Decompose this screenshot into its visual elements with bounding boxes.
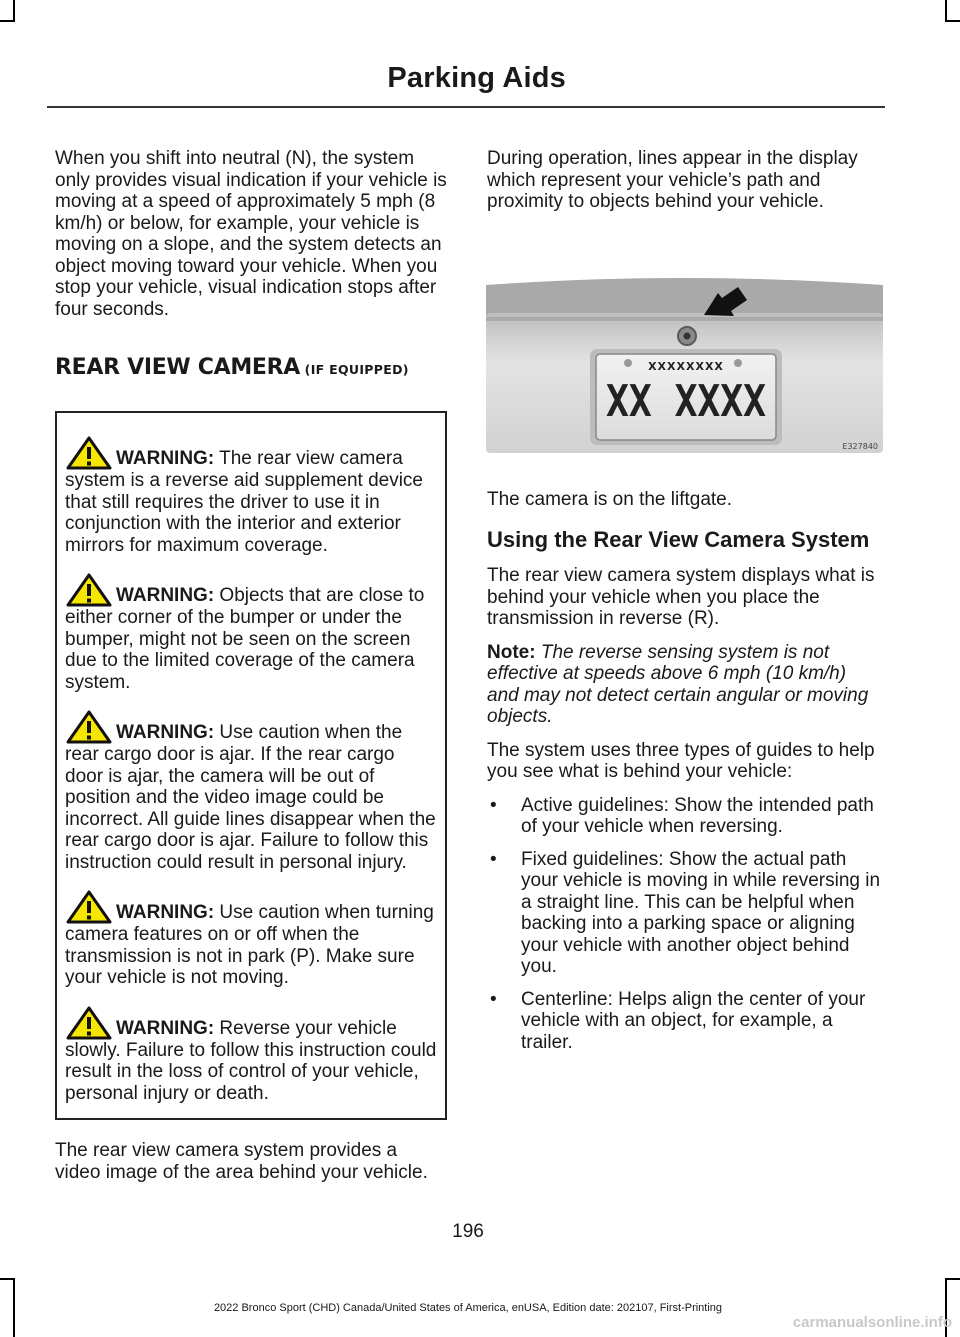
liftgate-camera-figure — [486, 263, 883, 456]
warning-text: Reverse your vehicle slowly. Failure to follow this instruction could result in the loss of control of your vehicle, personal injury or death. — [65, 1017, 437, 1104]
warning-text: The rear view camera system is a reverse aid supplement device that still requires the driver to use it in conjunction with the interior and exterior mirrors for maximum coverage. — [65, 448, 423, 556]
note-label: Note: — [487, 641, 536, 663]
right-column — [487, 148, 882, 1053]
camera-description-paragraph: The rear view camera system provides a video image of the area behind your vehicle. — [55, 1140, 428, 1183]
warning-label: WARNING: — [116, 448, 215, 469]
crop-mark-top-left-h — [0, 20, 15, 22]
list-item-text: Fixed guidelines: Show the actual path your vehicle is moving in while reversing in a straight line. This can be helpful when backing into a parking space or aligning your vehicle with another object behind you. — [521, 848, 881, 977]
warning-text: Use caution when turning camera features on or off when the transmission is not in park (P). Make sure your vehicle is not moving. — [65, 902, 434, 988]
warning-box — [55, 411, 447, 1120]
bullet: • — [490, 794, 497, 816]
warning-label: WARNING: — [116, 585, 215, 606]
list-item — [487, 849, 882, 978]
header-divider — [47, 106, 885, 108]
list-item-text: Centerline: Helps align the center of your vehicle with an object, for example, a trailer. — [521, 988, 866, 1053]
camera-location-caption: The camera is on the liftgate. — [487, 488, 733, 510]
watermark: carmanualsonline.info — [792, 1314, 952, 1331]
list-item-text: Active guidelines: Show the intended path of your vehicle when reversing. — [521, 794, 874, 837]
warning-triangle-icon — [66, 890, 112, 924]
warning-label: WARNING: — [116, 1017, 215, 1039]
warning-item — [65, 710, 437, 873]
warning-text: Objects that are close to either corner of the bumper or under the bumper, might not be seen on the screen due to the limited coverage of the camera system. — [65, 585, 425, 693]
warning-triangle-icon — [66, 710, 112, 744]
crop-mark-top-left-v — [13, 0, 15, 22]
figure-code: E327840 — [842, 441, 878, 451]
guide-lines-paragraph: During operation, lines appear in the display which represent your vehicle’s path and proximity to objects behind your vehicle. — [487, 148, 858, 212]
liftgate-camera-illustration — [486, 263, 883, 456]
warning-label: WARNING: — [116, 722, 215, 743]
crop-mark-bottom-left-h — [0, 1278, 15, 1280]
warning-triangle-icon — [66, 573, 112, 607]
guides-intro-paragraph: The system uses three types of guides to help you see what is behind your vehicle: — [487, 739, 875, 782]
note-paragraph — [487, 642, 882, 728]
crop-mark-top-right-h — [945, 20, 960, 22]
section-heading-suffix: (IF EQUIPPED) — [300, 362, 409, 377]
rear-view-camera-heading — [55, 355, 447, 383]
crop-mark-bottom-right-h — [945, 1278, 960, 1280]
left-column — [55, 148, 447, 1183]
neutral-indication-paragraph: When you shift into neutral (N), the system only provides visual indication if your vehicle is moving at a speed of approximately 5 mph (8 km/h) or below, for example, your vehicle is moving on a slope, and the system detects an object moving toward your vehicle. When you stop your vehicle, visual indication stops after four seconds. — [55, 148, 447, 320]
edition-footer: 2022 Bronco Sport (CHD) Canada/United States of America, enUSA, Edition date: 202107, First-Printing — [213, 1302, 723, 1314]
plate-main-text: XX XXXX — [606, 375, 766, 427]
usage-paragraph: The rear view camera system displays what is behind your vehicle when you place the transmission in reverse (R). — [487, 565, 875, 629]
crop-mark-top-right-v — [945, 0, 947, 22]
section-heading-main: REAR VIEW CAMERA — [55, 355, 301, 380]
bullet: • — [490, 988, 497, 1010]
warning-item — [65, 890, 437, 989]
warning-label: WARNING: — [116, 902, 215, 923]
warning-item — [65, 436, 437, 556]
list-item — [487, 795, 882, 838]
bullet: • — [490, 848, 497, 870]
using-camera-subheading: Using the Rear View Camera System — [487, 527, 870, 552]
list-item — [487, 989, 882, 1054]
page-number: 196 — [452, 1221, 484, 1242]
warning-triangle-icon — [66, 1006, 112, 1040]
plate-top-text: XXXXXXXX — [648, 359, 724, 373]
page-title: Parking Aids — [387, 62, 566, 94]
note-text: The reverse sensing system is not effective at speeds above 6 mph (10 km/h) and may not detect certain angular or moving objects. — [487, 641, 869, 727]
warning-item — [65, 573, 437, 693]
warning-item — [65, 1006, 437, 1105]
guide-types-list — [487, 795, 882, 1054]
warning-text: Use caution when the rear cargo door is ajar. If the rear cargo door is ajar, the camera will be out of position and the video image could be incorrect. All guide lines disappear when the rear cargo door is ajar. Failure to follow this instruction could result in personal injury. — [65, 722, 436, 873]
warning-triangle-icon — [66, 436, 112, 470]
